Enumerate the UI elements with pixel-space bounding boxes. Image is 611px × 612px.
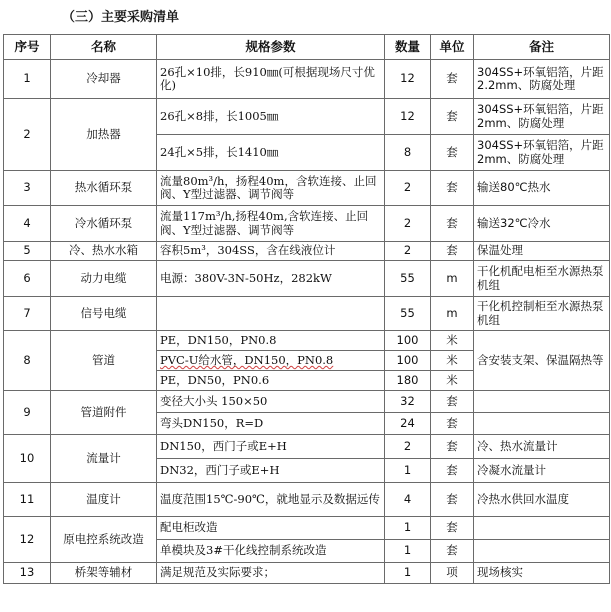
row-spec: 配电柜改造 (157, 517, 385, 540)
row-spec: 26孔×10排，长910㎜(可根据现场尺寸优化) (157, 60, 385, 99)
row-spec: 弯头DN150，R=D (157, 413, 385, 435)
row-qty: 2 (385, 242, 431, 261)
row-spec: 24孔×5排，长1410㎜ (157, 135, 385, 171)
row-qty: 55 (385, 297, 431, 331)
row-unit: 套 (431, 171, 474, 206)
table-row (4, 99, 610, 135)
row-spec: 容积5m³，304SS，含在线液位计 (157, 242, 385, 261)
row-name: 冷水循环泵 (51, 206, 157, 242)
row-spec: 单模块及3#干化线控制系统改造 (157, 540, 385, 563)
row-note: 冷、热水流量计 (474, 435, 610, 459)
row-qty: 8 (385, 135, 431, 171)
row-qty: 100 (385, 351, 431, 371)
row-qty: 2 (385, 435, 431, 459)
table-row (4, 297, 610, 331)
row-qty: 55 (385, 261, 431, 297)
row-spec: PE，DN50，PN0.6 (157, 371, 385, 391)
row-qty: 2 (385, 206, 431, 242)
row-unit: 米 (431, 351, 474, 371)
row-note (474, 391, 610, 413)
procurement-table (3, 34, 610, 584)
row-unit: 套 (431, 206, 474, 242)
row-name: 流量计 (51, 435, 157, 483)
row-note: 304SS+环氧铝箔，片距 2.2mm、防腐处理 (474, 60, 610, 99)
row-spec: 电源：380V-3N-50Hz，282kW (157, 261, 385, 297)
table-row (4, 483, 610, 517)
row-qty: 1 (385, 540, 431, 563)
row-qty: 100 (385, 331, 431, 351)
row-unit: 套 (431, 99, 474, 135)
row-qty: 12 (385, 99, 431, 135)
header-qty: 数量 (385, 35, 431, 60)
row-index: 12 (4, 517, 51, 563)
row-name: 冷、热水水箱 (51, 242, 157, 261)
row-unit: m (431, 261, 474, 297)
row-note: 输送32℃冷水 (474, 206, 610, 242)
section-heading: （三）主要采购清单 (62, 10, 180, 25)
row-unit: 套 (431, 435, 474, 459)
row-index: 13 (4, 563, 51, 584)
row-unit: 套 (431, 517, 474, 540)
table-row (4, 563, 610, 584)
spec-text-flagged: PVC-U给水管，DN150，PN0.8 (160, 352, 334, 367)
row-spec: 变径大小头 150×50 (157, 391, 385, 413)
row-unit: 项 (431, 563, 474, 584)
row-qty: 2 (385, 171, 431, 206)
row-index: 2 (4, 99, 51, 171)
row-qty: 1 (385, 517, 431, 540)
row-qty: 12 (385, 60, 431, 99)
row-spec (157, 297, 385, 331)
row-unit: 套 (431, 391, 474, 413)
row-spec: 26孔×8排，长1005㎜ (157, 99, 385, 135)
row-qty: 24 (385, 413, 431, 435)
row-index: 1 (4, 60, 51, 99)
table-row (4, 171, 610, 206)
row-note: 干化机配电柜至水源热泵机组 (474, 261, 610, 297)
row-spec: 满足规范及实际要求； (157, 563, 385, 584)
row-index: 5 (4, 242, 51, 261)
row-spec: 流量80m³/h，扬程40m，含软连接、止回阀、Y型过滤器、调节阀等 (157, 171, 385, 206)
row-index: 9 (4, 391, 51, 435)
row-unit: 套 (431, 540, 474, 563)
row-spec (157, 351, 385, 371)
row-unit: 套 (431, 413, 474, 435)
row-note: 输送80℃热水 (474, 171, 610, 206)
row-name: 冷却器 (51, 60, 157, 99)
row-unit: 套 (431, 60, 474, 99)
row-unit: 套 (431, 135, 474, 171)
header-unit: 单位 (431, 35, 474, 60)
row-note: 保温处理 (474, 242, 610, 261)
row-note: 干化机控制柜至水源热泵机组 (474, 297, 610, 331)
row-index: 10 (4, 435, 51, 483)
row-unit: 套 (431, 242, 474, 261)
table-row (4, 60, 610, 99)
row-name: 动力电缆 (51, 261, 157, 297)
row-note: 304SS+环氧铝箔，片距2mm、防腐处理 (474, 135, 610, 171)
row-qty: 1 (385, 459, 431, 483)
header-note: 备注 (474, 35, 610, 60)
row-index: 7 (4, 297, 51, 331)
table-row (4, 391, 610, 413)
row-unit: 套 (431, 459, 474, 483)
table-row (4, 206, 610, 242)
row-spec: DN32，西门子或E+H (157, 459, 385, 483)
row-note (474, 413, 610, 435)
row-qty: 32 (385, 391, 431, 413)
table-row (4, 242, 610, 261)
row-note: 冷热水供回水温度 (474, 483, 610, 517)
row-note: 冷凝水流量计 (474, 459, 610, 483)
row-note: 304SS+环氧铝箔，片距2mm、防腐处理 (474, 99, 610, 135)
row-name: 管道 (51, 331, 157, 391)
row-unit: 米 (431, 371, 474, 391)
row-index: 3 (4, 171, 51, 206)
table-row (4, 261, 610, 297)
row-unit: 套 (431, 483, 474, 517)
row-qty: 4 (385, 483, 431, 517)
row-name: 桥架等辅材 (51, 563, 157, 584)
row-unit: m (431, 297, 474, 331)
row-note (474, 540, 610, 563)
row-index: 6 (4, 261, 51, 297)
header-spec: 规格参数 (157, 35, 385, 60)
row-name: 信号电缆 (51, 297, 157, 331)
row-name: 加热器 (51, 99, 157, 171)
header-name: 名称 (51, 35, 157, 60)
row-name: 原电控系统改造 (51, 517, 157, 563)
row-note (474, 517, 610, 540)
row-name: 热水循环泵 (51, 171, 157, 206)
row-index: 4 (4, 206, 51, 242)
table-header-row (4, 35, 610, 60)
header-index: 序号 (4, 35, 51, 60)
table-row (4, 331, 610, 351)
table-row (4, 435, 610, 459)
row-spec: DN150，西门子或E+H (157, 435, 385, 459)
row-qty: 180 (385, 371, 431, 391)
row-unit: 米 (431, 331, 474, 351)
table-row (4, 517, 610, 540)
row-qty: 1 (385, 563, 431, 584)
row-index: 11 (4, 483, 51, 517)
row-spec: 流量117m³/h,扬程40m,含软连接、止回阀、Y型过滤器、调节阀等 (157, 206, 385, 242)
row-name: 管道附件 (51, 391, 157, 435)
row-note: 含安装支架、保温隔热等 (474, 331, 610, 391)
row-spec: PE，DN150，PN0.8 (157, 331, 385, 351)
row-spec: 温度范围15℃-90℃，就地显示及数据远传 (157, 483, 385, 517)
row-note: 现场核实 (474, 563, 610, 584)
row-name: 温度计 (51, 483, 157, 517)
row-index: 8 (4, 331, 51, 391)
